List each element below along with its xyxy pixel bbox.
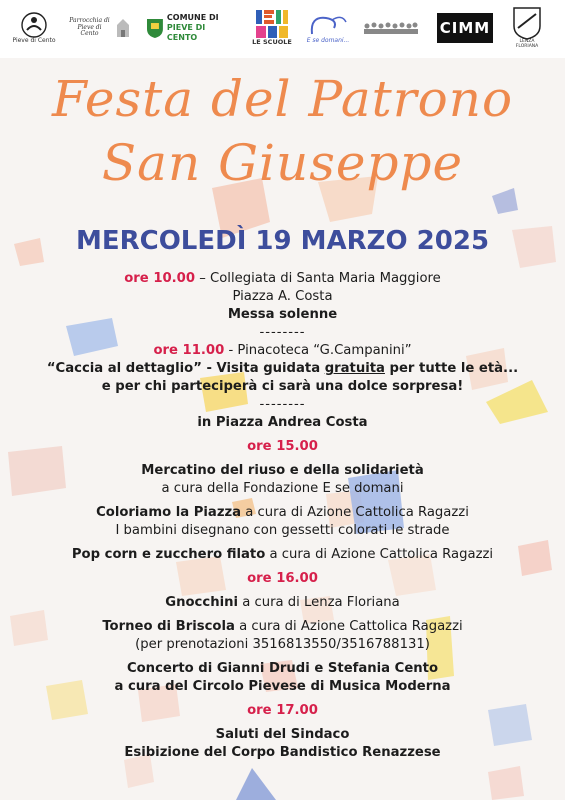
e-se-domani-text: E se domani...	[306, 36, 350, 44]
gnocchini-organizer: a cura di Lenza Floriana	[238, 595, 400, 610]
torneo-organizer: a cura di Azione Cattolica Ragazzi	[234, 619, 463, 634]
mercatino-organizer: a cura della Fondazione E se domani	[161, 481, 404, 496]
time-16: ore 16.00	[247, 571, 318, 586]
church-icon	[115, 18, 131, 38]
event-11-line-1	[20, 360, 545, 378]
coloriamo-description: I bambini disegnano con gessetti colorati le strade	[115, 523, 450, 538]
comune-line1: COMUNE DI	[166, 13, 219, 22]
event-11-line-2: e per chi parteciperà ci sarà una dolce sorpresa!	[101, 379, 464, 394]
time-11: ore 11.00	[153, 343, 225, 358]
program-list	[20, 270, 545, 762]
pieve-di-cento-logo-text: Pieve di Cento	[12, 36, 56, 44]
time-17: ore 17.00	[247, 703, 318, 718]
gnocchini-item	[20, 594, 545, 612]
event-11-part-b: per tutte le età...	[384, 361, 519, 376]
gnocchini-title: Gnocchini	[165, 595, 239, 610]
venue-11: - Pinacoteca “G.Campanini”	[224, 343, 412, 358]
e-se-domani-logo	[304, 6, 352, 50]
separator-1: --------	[259, 325, 306, 340]
venue-10: – Collegiata di Santa Maria Maggiore	[195, 271, 441, 286]
le-scuole-text: LE SCUOLE	[252, 38, 292, 47]
coat-of-arms-icon	[146, 17, 164, 39]
shield-icon	[512, 6, 542, 40]
choir-logo	[360, 6, 420, 50]
concerto-organizer: a cura del Circolo Pievese di Musica Moderna	[114, 679, 451, 694]
pieve-di-cento-logo	[12, 6, 56, 50]
coloriamo-organizer: a cura di Azione Cattolica Ragazzi	[241, 505, 469, 520]
place-10: Piazza A. Costa	[232, 289, 333, 304]
choir-icon	[362, 21, 418, 35]
event-11-free: gratuita	[324, 361, 385, 376]
mercatino-title: Mercatino del riuso e della solidarietà	[141, 463, 424, 478]
coloriamo-title: Coloriamo la Piazza	[96, 505, 242, 520]
comune-logo	[146, 6, 238, 50]
popcorn-item	[20, 546, 545, 564]
event-11-part-a: “Caccia al dettaglio” - Visita guidata	[46, 361, 325, 376]
cimm-logo	[436, 6, 494, 50]
program-item-11	[20, 342, 545, 360]
lenza-floriana-logo	[510, 6, 544, 50]
parrocchia-logo-text: Parrocchia di Pieve di Cento	[69, 17, 110, 38]
saluti-title: Saluti del Sindaco	[215, 727, 350, 742]
e-se-domani-icon	[308, 12, 348, 38]
torneo-title: Torneo di Briscola	[102, 619, 235, 634]
sponsor-logo-bar	[0, 0, 565, 58]
parrocchia-logo	[66, 6, 132, 50]
separator-2: --------	[259, 397, 306, 412]
event-date: MERCOLEDÌ 19 MARZO 2025	[75, 226, 490, 256]
title-line-1: Festa del Patrono	[51, 70, 514, 128]
comune-line2: PIEVE DI CENTO	[166, 23, 206, 42]
cimm-text: CIMM	[437, 13, 493, 43]
program-item-10	[20, 270, 545, 288]
event-10: Messa solenne	[227, 307, 338, 322]
le-scuole-icon	[255, 9, 289, 39]
time-10: ore 10.00	[124, 271, 196, 286]
figure-icon	[21, 12, 47, 38]
piazza-heading: in Piazza Andrea Costa	[197, 415, 368, 430]
le-scuole-logo	[250, 6, 294, 50]
coloriamo-item	[20, 504, 545, 522]
title-line-2: San Giuseppe	[101, 134, 464, 192]
popcorn-organizer: a cura di Azione Cattolica Ragazzi	[265, 547, 494, 562]
concerto-title: Concerto di Gianni Drudi e Stefania Cento	[126, 661, 439, 676]
torneo-item	[20, 618, 545, 636]
time-15: ore 15.00	[247, 439, 318, 454]
popcorn-title: Pop corn e zucchero filato	[71, 547, 266, 562]
torneo-booking-note: (per prenotazioni 3516813550/3516788131)	[135, 637, 430, 652]
esibizione-title: Esibizione del Corpo Bandistico Renazzese	[124, 745, 441, 760]
lenza-floriana-text: LENZA FLORIANA	[515, 39, 539, 49]
